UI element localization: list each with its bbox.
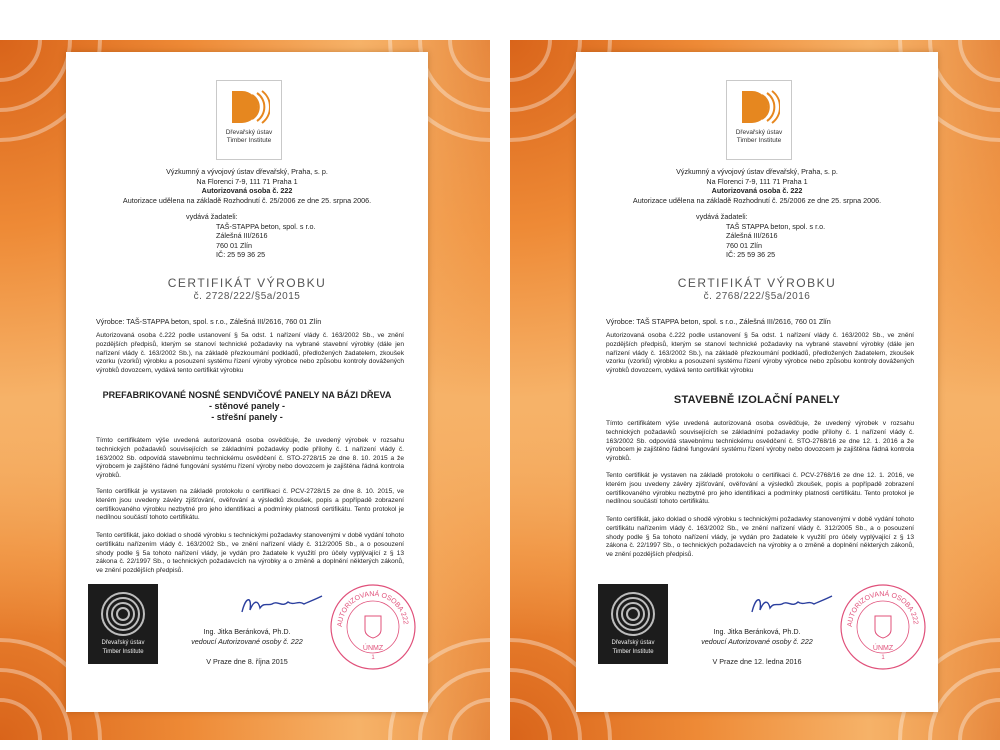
issue-date: V Praze dne 8. října 2015 [206,657,288,666]
stamp-number: 1 [371,655,375,661]
signature-icon [748,590,838,620]
product-block [66,390,428,423]
institute-logo [216,80,282,160]
institute-seal [598,584,668,664]
signer-name: Ing. Jitka Beránková, Ph.D. [713,627,801,636]
manufacturer: Výrobce: TAŠ-STAPPA beton, spol. s r.o., Zálešná III/2616, 760 01 Zlín [96,317,322,326]
institute-seal [88,584,158,664]
paragraph-1: Tímto certifikátem výše uvedená autorizovaná osoba osvědčuje, že uvedený výrobek v rozsahu technických požadavků souvisejících se základními požadavky podle přílohy č. 1 nařízení vlády č. 163/2002 Sb. odpovídá stavebnímu technickému osvědčení č. STO-2768/16 ze dne 12. 1. 2016 a že výrobcem je zajištěno řádné fungování systému řízení výroby nebo dovozcem je zajištěna řádná kontrola výrobků. [606,420,914,463]
applicant-label: vydává žadateli: [186,212,238,221]
signature-icon [238,590,328,620]
round-stamp-icon [328,582,418,672]
applicant-name: TAŠ STAPPA beton, spol. s r.o. [726,221,826,231]
logo-name: Dřevařský ústav [225,129,273,136]
product-sub: - stěnové panely - [208,401,286,411]
paragraph-3: Tento certifikát, jako doklad o shodě výrobku s technickými požadavky stanovenými v době vydání tohoto certifikátu nařízením vlády č. 163/2002 Sb., ve znění nařízení vlády č. 312/2005 Sb., a o posouzení shody podle § 5a tohoto nařízení vlády, je vydán pro žadatele k využití pro účely vyplývající z § 13 zákona č. 22/1997 Sb., o technických požadavcích na výrobky a o změně a doplnění některých zákonů, ve znění pozdějších předpisů. [96,532,404,575]
applicant-block [186,212,416,260]
applicant-block [696,212,926,260]
issuer-line: Na Florenci 7-9, 111 71 Praha 1 [196,176,298,186]
round-stamp-icon [838,582,928,672]
certificate-paper [576,52,938,712]
applicant-city: 760 01 Zlín [216,240,252,250]
signer-role: vedoucí Autorizované osoby č. 222 [701,636,813,646]
issuer-line: Autorizace udělena na základě Rozhodnutí č. 25/2006 ze dne 25. srpna 2006. [632,195,882,205]
stamp-bottom: ÚNMZ [872,645,894,652]
certificate-number: č. 2728/222/§5a/2015 [193,291,301,302]
certificate-number: č. 2768/222/§5a/2016 [703,291,811,302]
applicant-name: TAŠ-STAPPA beton, spol. s r.o. [216,221,316,231]
signer-name: Ing. Jitka Beránková, Ph.D. [203,627,291,636]
logo-name: Dřevařský ústav [735,129,783,136]
seal-sub: Timber Institute [612,649,654,655]
stamp-number: 1 [881,655,885,661]
issuer-line: Výzkumný a vývojový ústav dřevařský, Praha, s. p. [166,167,328,176]
intro-paragraph: Autorizovaná osoba č.222 podle ustanovení § 5a odst. 1 nařízení vlády č. 163/2002 Sb., ve znění pozdějších předpisů, kterým se stanoví technické požadavky na vybrané stavební výrobky (dále jen nařízení vlády č. 163/2002 Sb.), na základě přezkoumání podkladů, předložených žadatelem, zkoušek vzorku (vzorků) výrobku a posouzení systému řízení výroby výrobce nebo způsobu kontroly dovážených výrobků dovozcem, vydává tento certifikát výrobku [96,332,404,375]
paragraph-3: Tento certifikát, jako doklad o shodě výrobku s technickými požadavky stanovenými v době vydání tohoto certifikátu nařízením vlády č. 163/2002 Sb., ve znění nařízení vlády č. 312/2005 Sb., a o posouzení shody podle § 5a tohoto nařízení vlády, je vydán pro žadatele k využití pro účely vyplývající z § 13 zákona č. 22/1997 Sb., o technických požadavcích na výrobky a o změně a doplnění některých zákonů, ve znění pozdějších předpisů. [606,516,914,559]
issuer-line: Autorizovaná osoba č. 222 [711,186,803,195]
issuer-line: Autorizovaná osoba č. 222 [201,186,293,195]
paragraph-2: Tento certifikát je vystaven na základě protokolu o certifikaci č. PCV-2728/15 ze dne 8. 10. 2015, ve kterém jsou uvedeny závěry zjišťování, ověřování a výsledků zkoušek, popis a popřípadě zobrazení certifikovaného výrobku nezbytné pro jeho identifikaci a podmínky platnosti certifikátu. Tento protokol je nedílnou součástí tohoto certifikátu. [96,488,404,522]
certificate-paper [66,52,428,712]
manufacturer: Výrobce: TAŠ STAPPA beton, spol. s r.o., Zálešná III/2616, 760 01 Zlín [606,317,831,326]
product-name: STAVEBNĚ IZOLAČNÍ PANELY [673,394,841,406]
stamp-bottom: ÚNMZ [362,645,384,652]
stamp-text: AUTORIZOVANÁ OSOBA 222 [846,590,919,628]
certificate-title [66,276,428,304]
logo-sub: Timber Institute [736,136,782,144]
applicant-ic: IČ: 25 59 36 25 [216,250,266,259]
product-sub: - střešní panely - [211,412,283,422]
issuer-line: Výzkumný a vývojový ústav dřevařský, Praha, s. p. [676,167,838,176]
certificate-2015 [0,40,490,740]
signer-role: vedoucí Autorizované osoby č. 222 [191,636,303,646]
seal-sub: Timber Institute [102,649,144,655]
stamp-text: AUTORIZOVANÁ OSOBA 222 [336,590,409,628]
intro-paragraph: Autorizovaná osoba č.222 podle ustanovení § 5a odst. 1 nařízení vlády č. 163/2002 Sb., ve znění pozdějších předpisů, kterým se stanoví technické požadavky na vybrané stavební výrobky (dále jen nařízení vlády č. 163/2002 Sb.), na základě přezkoumání podkladů, předložených žadatelem, zkoušek vzorku (vzorků) výrobku a posouzení systému řízení výroby výrobce nebo způsobu kontroly dovážených výrobků dovozcem, vydává tento certifikát výrobku [606,332,914,375]
timber-institute-icon [738,87,780,127]
applicant-street: Zálešná III/2616 [216,231,268,240]
issue-date: V Praze dne 12. ledna 2016 [712,657,802,666]
issuer-block [66,167,428,205]
certificate-2016 [510,40,1000,740]
timber-institute-icon [228,87,270,127]
issuer-block [576,167,938,205]
applicant-ic: IČ: 25 59 36 25 [726,250,776,259]
institute-logo [726,80,792,160]
issuer-line: Autorizace udělena na základě Rozhodnutí č. 25/2006 ze dne 25. srpna 2006. [122,195,372,205]
paragraph-2: Tento certifikát je vystaven na základě protokolu o certifikaci č. PCV-2768/16 ze dne 12. 1. 2016, ve kterém jsou uvedeny závěry zjišťování, ověřování a výsledků zkoušek, popis a popřípadě zobrazení certifikovaného výrobku nezbytné pro jeho identifikaci a podmínky platnosti certifikátu. Tento protokol je nedílnou součástí tohoto certifikátu. [606,472,914,506]
product-name: PREFABRIKOVANÉ NOSNÉ SENDVIČOVÉ PANELY NA BÁZI DŘEVA [102,390,392,400]
issuer-line: Na Florenci 7-9, 111 71 Praha 1 [706,176,808,186]
logo-sub: Timber Institute [226,136,272,144]
applicant-street: Zálešná III/2616 [726,231,778,240]
title-text: CERTIFIKÁT VÝROBKU [167,276,327,290]
certificate-title [576,276,938,304]
seal-name: Dřevařský ústav [611,640,655,646]
applicant-city: 760 01 Zlín [726,240,762,250]
title-text: CERTIFIKÁT VÝROBKU [677,276,837,290]
applicant-label: vydává žadateli: [696,212,748,221]
seal-name: Dřevařský ústav [101,640,145,646]
paragraph-1: Tímto certifikátem výše uvedená autorizovaná osoba osvědčuje, že uvedený výrobek v rozsahu technických požadavků souvisejících se základními požadavky podle přílohy č. 1 nařízení vlády č. 163/2002 Sb. odpovídá stavebnímu technickému osvědčení č. STO-2728/15 ze dne 8. 10. 2015 a že výrobcem je zajištěno řádné fungování systému řízení výroby nebo dovozcem je zajištěna řádná kontrola výrobků. [96,437,404,480]
